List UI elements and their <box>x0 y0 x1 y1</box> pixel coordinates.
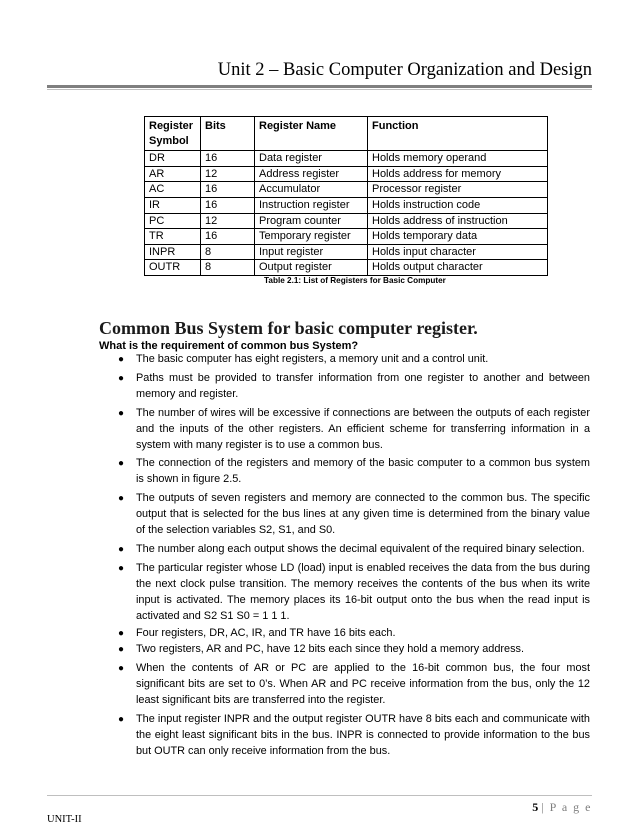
table-row <box>145 213 548 229</box>
list-item <box>115 406 590 454</box>
column-header-bits: Bits <box>201 117 255 151</box>
table-row <box>145 151 548 167</box>
list-item <box>115 491 590 539</box>
cell-register-name: Temporary register <box>255 229 368 245</box>
list-item-text: The basic computer has eight registers, a memory unit and a control unit. <box>136 353 489 365</box>
bullet-icon: ● <box>118 562 125 574</box>
list-item-text: The number along each output shows the decimal equivalent of the required binary selection. <box>136 542 585 555</box>
bullet-icon: ● <box>118 458 125 470</box>
column-header-register-name: Register Name <box>255 117 368 151</box>
cell-register-symbol: DR <box>145 151 201 167</box>
list-item-text: Four registers, DR, AC, IR, and TR have 16 bits each. <box>136 626 396 639</box>
cell-register-name: Data register <box>255 151 368 167</box>
list-item-text: The outputs of seven registers and memory are connected to the common bus. The specific output that is selected for the bus lines at any given time is determined from the binary value of the selection variables S2, S1, and S0. <box>136 492 590 537</box>
cell-function: Holds address of instruction <box>368 213 548 229</box>
table-caption: Table 2.1: List of Registers for Basic Computer <box>264 276 446 285</box>
cell-function: Holds temporary data <box>368 229 548 245</box>
page-number-value: 5 <box>532 800 539 814</box>
list-item <box>115 371 590 403</box>
list-item <box>115 561 590 625</box>
table-header-row <box>145 117 548 151</box>
cell-bits: 8 <box>201 260 255 276</box>
table-row <box>145 229 548 245</box>
list-item <box>115 456 590 488</box>
table-row <box>145 166 548 182</box>
list-item-text: The input register INPR and the output register OUTR have 8 bits each and communicate with the eight least significant bits in the bus. INPR is connected to provide information to the bus but OUTR can only receive information from the bus. <box>136 713 590 757</box>
list-item <box>115 626 590 642</box>
cell-register-symbol: PC <box>145 213 201 229</box>
bullet-icon: ● <box>118 354 125 365</box>
cell-register-symbol: AC <box>145 182 201 198</box>
header-divider <box>47 85 592 88</box>
section-question: What is the requirement of common bus System? <box>99 340 359 352</box>
bullet-icon: ● <box>118 543 125 555</box>
cell-register-symbol: IR <box>145 197 201 213</box>
bullet-icon: ● <box>118 407 125 419</box>
bullet-icon: ● <box>118 493 125 505</box>
register-table-body <box>145 151 548 276</box>
table-row <box>145 182 548 198</box>
page-header-title: Unit 2 – Basic Computer Organization and Design <box>217 60 592 80</box>
header-divider-thin <box>47 89 592 90</box>
unit-label: UNIT-II <box>47 814 82 825</box>
cell-register-name: Accumulator <box>255 182 368 198</box>
cell-function: Holds memory operand <box>368 151 548 167</box>
bullet-list <box>115 352 590 763</box>
cell-bits: 16 <box>201 151 255 167</box>
table-row <box>145 197 548 213</box>
cell-bits: 12 <box>201 166 255 182</box>
cell-register-name: Program counter <box>255 213 368 229</box>
bullet-icon: ● <box>118 663 125 675</box>
cell-register-name: Output register <box>255 260 368 276</box>
cell-register-name: Instruction register <box>255 197 368 213</box>
cell-bits: 12 <box>201 213 255 229</box>
cell-function: Holds input character <box>368 244 548 260</box>
cell-register-name: Input register <box>255 244 368 260</box>
section-heading: Common Bus System for basic computer register. <box>99 318 478 338</box>
list-item <box>115 542 590 558</box>
cell-function: Holds instruction code <box>368 197 548 213</box>
cell-function: Processor register <box>368 182 548 198</box>
footer-divider <box>47 795 592 796</box>
cell-bits: 16 <box>201 182 255 198</box>
cell-register-symbol: TR <box>145 229 201 245</box>
list-item <box>115 712 590 760</box>
list-item-text: The particular register whose LD (load) input is enabled receives the data from the bus during the next clock pulse transition. The memory receives the contents of the bus when its write input is activated. The memory places its 16-bit output onto the bus when the read input is activated and S2 S1 S0 = 1 1 1. <box>136 561 590 622</box>
list-item-text: The connection of the registers and memory of the basic computer to a common bus system is shown in figure 2.5. <box>136 457 590 486</box>
register-table <box>144 116 548 276</box>
column-header-register-symbol <box>145 117 201 151</box>
table-row <box>145 260 548 276</box>
bullet-icon: ● <box>118 372 125 384</box>
list-item <box>115 661 590 709</box>
cell-bits: 16 <box>201 229 255 245</box>
column-header-register-symbol-line2: Symbol <box>149 134 189 147</box>
list-item-text: When the contents of AR or PC are applied to the 16-bit common bus, the four most significant bits are set to 0’s. When AR and PC receive information from the bus, only the 12 least significant bits are transferred into the register. <box>136 662 590 707</box>
cell-function: Holds address for memory <box>368 166 548 182</box>
cell-register-symbol: INPR <box>145 244 201 260</box>
cell-register-name: Address register <box>255 166 368 182</box>
table-row <box>145 244 548 260</box>
list-item-text: Paths must be provided to transfer information from one register to another and between memory and register. <box>136 371 590 400</box>
cell-register-symbol: OUTR <box>145 260 201 276</box>
cell-bits: 16 <box>201 197 255 213</box>
bullet-icon: ● <box>118 714 125 726</box>
page-number <box>532 800 592 815</box>
list-item-text: Two registers, AR and PC, have 12 bits each since they hold a memory address. <box>136 643 525 656</box>
column-header-function: Function <box>368 117 548 151</box>
list-item <box>115 642 590 658</box>
bullet-icon: ● <box>118 627 125 639</box>
list-item-text: The number of wires will be excessive if connections are between the outputs of each register and the inputs of the other registers. An efficient scheme for transferring information in a system with many register is to use a common bus. <box>136 406 590 451</box>
list-item <box>115 352 590 368</box>
cell-function: Holds output character <box>368 260 548 276</box>
cell-bits: 8 <box>201 244 255 260</box>
cell-register-symbol: AR <box>145 166 201 182</box>
page-label: | P a g e <box>541 800 592 814</box>
column-header-register-symbol-line1: Register <box>149 120 194 132</box>
bullet-icon: ● <box>118 644 125 656</box>
